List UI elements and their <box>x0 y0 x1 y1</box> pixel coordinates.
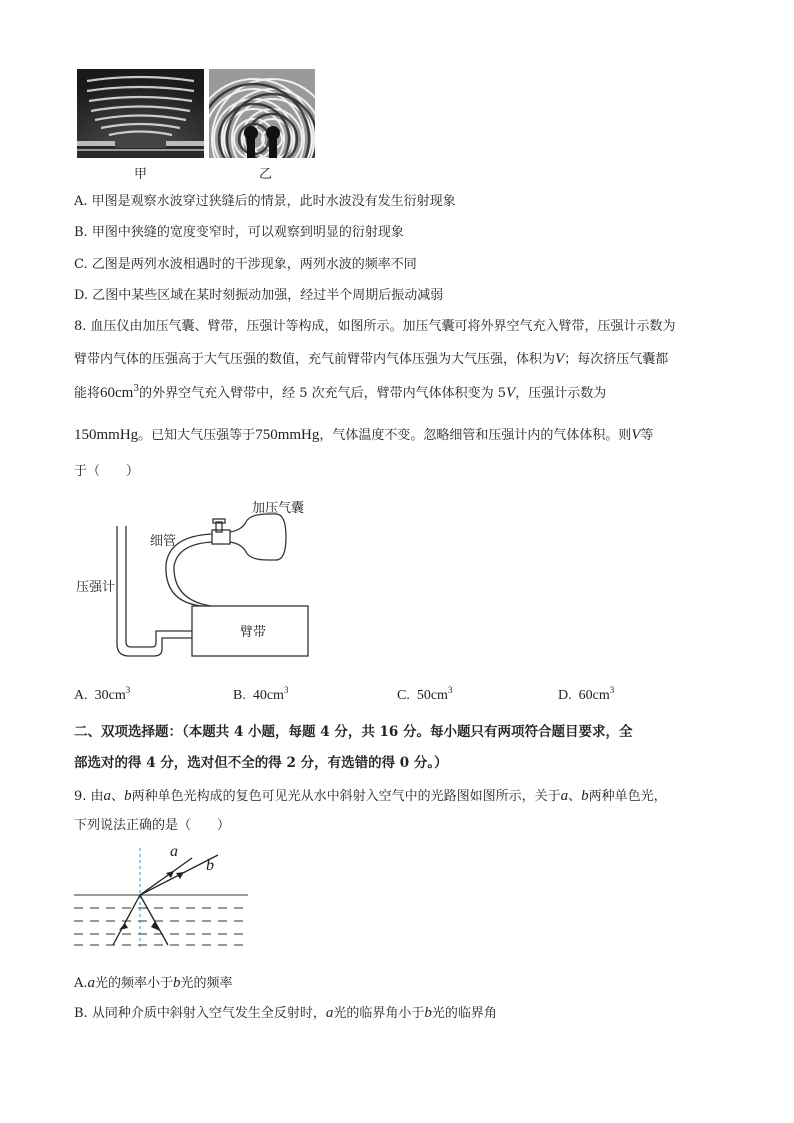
q8-line-1: 8. 血压仪由加压气囊、臂带，压强计等构成，如图所示。加压气囊可将外界空气充入臂带，压强计示数为 <box>74 319 676 334</box>
q8-line-5: 于（ ） <box>74 464 140 479</box>
caption-yi: 乙 <box>259 167 273 182</box>
q8-option-a: A. $30cm^3$ <box>74 685 131 703</box>
ray-a-label: a <box>170 843 178 860</box>
refraction-diagram <box>70 840 260 955</box>
section-2-heading-line-2: 部选对的得 4 分，选对但不全的得 2 分，有选错的得 0 分。） <box>74 755 448 771</box>
q8-line-2: 臂带内气体的压强高于大气压强的数值，充气前臂带内气体压强为大气压强，体积为V；每次挤压气囊都 <box>74 351 669 367</box>
q7-option-a: A. 甲图是观察水波穿过狭缝后的情景，此时水波没有发生衍射现象 <box>74 194 456 209</box>
q8-option-c: C. $50cm^3$ <box>397 685 453 703</box>
q8-option-d: D. $60cm^3$ <box>558 685 615 703</box>
section-2-heading-line-1: 二、双项选择题：（本题共 4 小题，每题 4 分，共 16 分。每小题只有两项符合题目要求，全 <box>74 724 633 740</box>
diffraction-photo <box>77 69 204 158</box>
label-bulb: 加压气囊 <box>252 501 305 516</box>
q8-line-4: 150mmHg。已知大气压强等于750mmHg，气体温度不变。忽略细管和压强计内的气体体积。则V等 <box>74 427 654 443</box>
ray-b-label: b <box>206 857 214 874</box>
q9-line-2: 下列说法正确的是（ ） <box>74 818 231 833</box>
q7-option-d: D. 乙图中某些区域在某时刻振动加强，经过半个周期后振动减弱 <box>74 288 444 303</box>
q8-line-3: 能将$60cm^3$的外界空气充入臂带中，经 5 次充气后，臂带内气体体积变为 5V，压强计示数为 <box>74 384 607 401</box>
caption-jia: 甲 <box>134 167 148 182</box>
label-tube: 细管 <box>150 534 177 549</box>
q8-option-b: B. $40cm^3$ <box>233 685 289 703</box>
q7-option-b: B. 甲图中狭缝的宽度变窄时，可以观察到明显的衍射现象 <box>74 225 404 240</box>
label-cuff: 臂带 <box>240 625 267 640</box>
q9-option-b: B. 从同种介质中斜射入空气发生全反射时，a光的临界角小于b光的临界角 <box>74 1005 497 1021</box>
q7-option-c: C. 乙图是两列水波相遇时的干涉现象，两列水波的频率不同 <box>74 257 417 272</box>
q9-option-a: A.a光的频率小于b光的频率 <box>74 975 233 991</box>
q9-line-1: 9. 由a、b两种单色光构成的复色可见光从水中斜射入空气中的光路图如图所示，关于a、b两种单色光， <box>74 788 667 804</box>
label-gauge: 压强计 <box>76 580 116 595</box>
interference-photo <box>209 69 315 158</box>
